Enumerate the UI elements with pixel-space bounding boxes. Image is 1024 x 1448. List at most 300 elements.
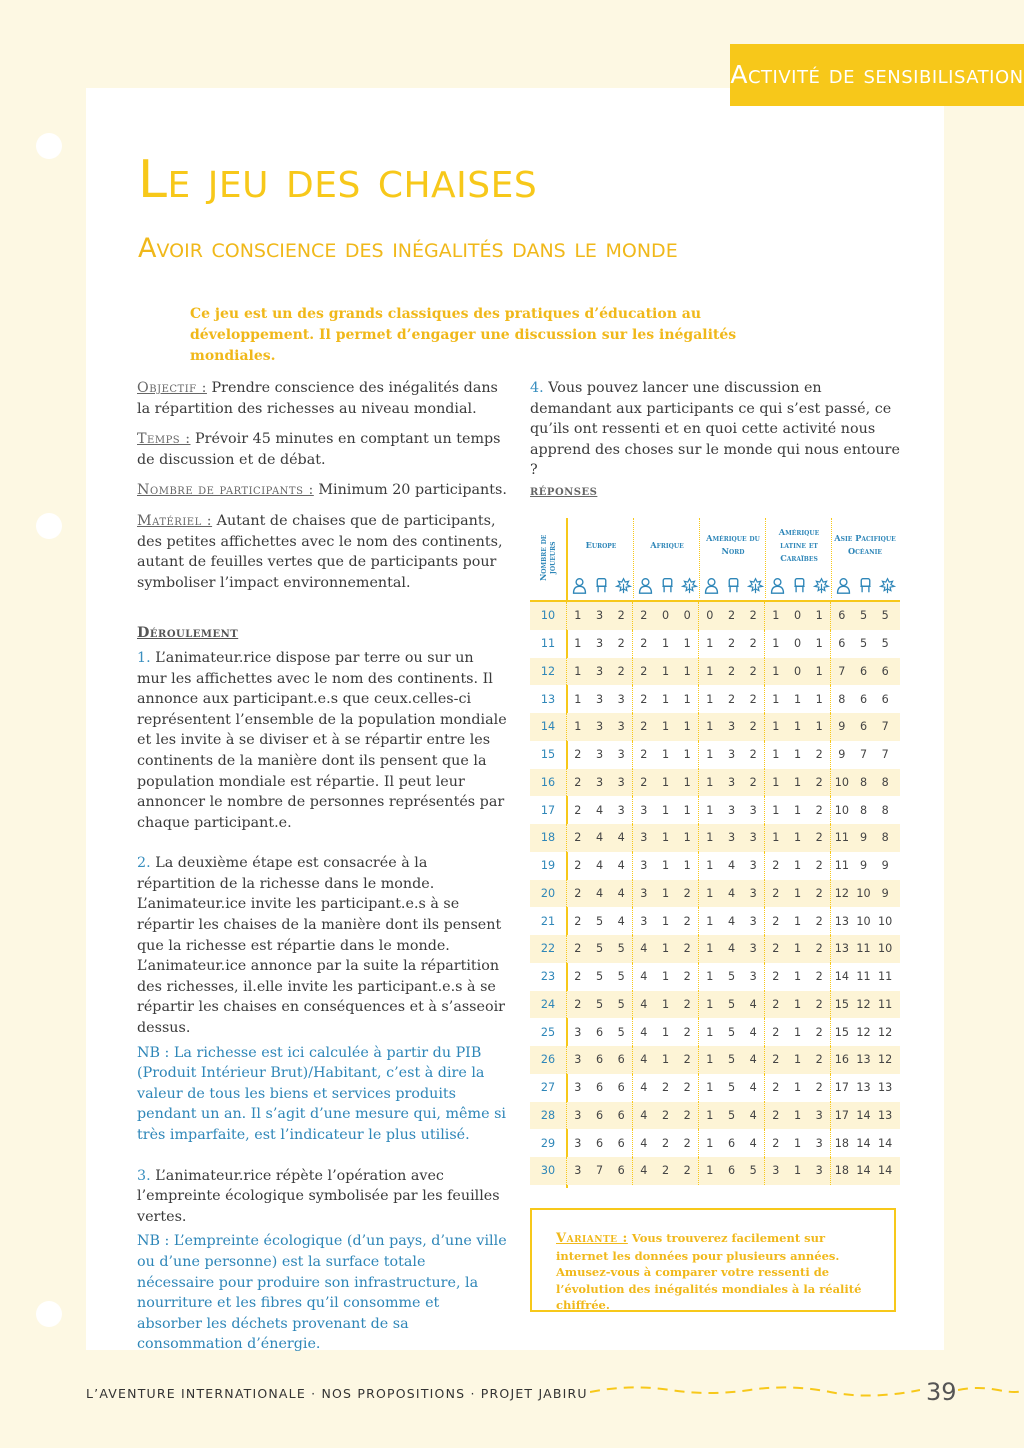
group-cells <box>698 880 764 908</box>
group-cells <box>830 741 896 769</box>
value-cell: 9 <box>881 886 889 900</box>
group-cells <box>698 991 764 1019</box>
value-cell: 3 <box>749 942 757 956</box>
value-cell: 4 <box>640 970 648 984</box>
value-cell: 3 <box>574 1164 582 1178</box>
table-row <box>530 658 900 686</box>
value-cell: 1 <box>574 609 582 623</box>
group-cells <box>830 1129 896 1157</box>
value-cell: 6 <box>595 1108 604 1122</box>
value-cell: 15 <box>834 1025 849 1039</box>
value-cell: 15 <box>834 997 849 1011</box>
value-cell: 5 <box>727 1025 736 1039</box>
value-cell: 17 <box>834 1108 849 1122</box>
value-cell: 2 <box>727 692 736 706</box>
group-cells <box>632 630 698 658</box>
value-cell: 1 <box>683 859 691 873</box>
group-cells <box>698 1102 764 1130</box>
group-header-asie: Asie Pacifique Océanie <box>834 533 896 556</box>
binder-hole <box>36 133 62 159</box>
icon-group <box>700 576 766 598</box>
value-cell: 4 <box>727 886 736 900</box>
value-cell: 1 <box>793 692 802 706</box>
value-cell: 1 <box>793 942 802 956</box>
value-cell: 11 <box>856 942 871 956</box>
group-cells <box>830 991 896 1019</box>
value-cell: 1 <box>772 831 780 845</box>
value-cell: 3 <box>617 803 625 817</box>
group-cells <box>830 630 896 658</box>
group-cells <box>830 880 896 908</box>
value-cell: 3 <box>640 886 648 900</box>
group-cells <box>632 1129 698 1157</box>
player-count-cell: 12 <box>540 664 556 678</box>
group-cells <box>764 741 830 769</box>
group-cells <box>632 880 698 908</box>
value-cell: 1 <box>683 720 691 734</box>
group-cells <box>698 1074 764 1102</box>
group-cells <box>632 1102 698 1130</box>
value-cell: 0 <box>661 609 670 623</box>
group-cells <box>632 658 698 686</box>
value-cell: 0 <box>793 664 802 678</box>
group-header-europe: Europe <box>585 539 617 550</box>
value-cell: 2 <box>574 775 582 789</box>
value-cell: 3 <box>595 664 604 678</box>
table-row <box>530 713 900 741</box>
value-cell: 1 <box>772 692 780 706</box>
value-cell: 1 <box>683 775 691 789</box>
group-cells <box>698 935 764 963</box>
value-cell: 6 <box>838 637 846 651</box>
value-cell: 1 <box>706 1136 714 1150</box>
value-cell: 1 <box>793 886 802 900</box>
group-cells <box>830 963 896 991</box>
row-header-label: Nombre de joueurs <box>538 534 557 582</box>
chair-icon <box>791 577 808 598</box>
value-cell: 1 <box>706 692 714 706</box>
group-cells <box>698 602 764 630</box>
group-cells <box>830 852 896 880</box>
value-cell: 10 <box>878 914 893 928</box>
value-cell: 2 <box>661 1136 670 1150</box>
group-cells <box>830 824 896 852</box>
step-3-text: L’animateur.rice répète l’opération avec l’empreinte écologique symbolisée par les feuilles vertes. <box>137 1167 500 1225</box>
value-cell: 3 <box>574 1136 582 1150</box>
value-cell: 5 <box>881 637 889 651</box>
participants-text: Minimum 20 participants. <box>313 482 507 499</box>
value-cell: 5 <box>727 970 736 984</box>
value-cell: 2 <box>661 1108 670 1122</box>
value-cell: 2 <box>772 1053 780 1067</box>
objectif-paragraph <box>137 378 507 419</box>
value-cell: 4 <box>749 1108 757 1122</box>
player-count-cell: 24 <box>540 997 556 1011</box>
value-cell: 2 <box>815 1025 823 1039</box>
player-count-cell: 22 <box>540 942 556 956</box>
value-cell: 6 <box>617 1136 625 1150</box>
group-cells <box>632 602 698 630</box>
value-cell: 5 <box>617 997 625 1011</box>
value-cell: 13 <box>834 942 849 956</box>
group-cells <box>698 1046 764 1074</box>
step-1-text: L’animateur.rice dispose par terre ou sur un mur les affichettes avec le nom des continents. Il annonce aux participant.e.s que ceux.celles-ci représentent l’ensemble de la population mondiale et les invite à se diviser et à se répartir entre les continents de la manière dont ils pensent que la population mondiale est répartie. Il peut leur annoncer le nombre de personnes représentés par chaque participant.e. <box>137 649 507 831</box>
value-cell: 4 <box>640 1108 648 1122</box>
player-count-cell: 30 <box>540 1164 556 1178</box>
value-cell: 2 <box>727 637 736 651</box>
value-cell: 14 <box>834 970 849 984</box>
value-cell: 0 <box>793 637 802 651</box>
leaf-icon <box>681 577 698 598</box>
value-cell: 14 <box>878 1164 893 1178</box>
player-count-cell: 28 <box>540 1108 556 1122</box>
value-cell: 2 <box>772 1025 780 1039</box>
value-cell: 1 <box>815 720 823 734</box>
table-row <box>530 1102 900 1130</box>
value-cell: 1 <box>706 970 714 984</box>
value-cell: 9 <box>838 720 846 734</box>
player-count-cell: 21 <box>540 914 556 928</box>
value-cell: 1 <box>706 720 714 734</box>
table-row <box>530 1074 900 1102</box>
value-cell: 14 <box>856 1108 871 1122</box>
value-cell: 5 <box>727 1081 736 1095</box>
value-cell: 1 <box>683 748 691 762</box>
value-cell: 1 <box>706 1053 714 1067</box>
group-cells <box>632 907 698 935</box>
value-cell: 2 <box>683 1164 691 1178</box>
value-cell: 4 <box>640 1025 648 1039</box>
value-cell: 1 <box>661 859 670 873</box>
value-cell: 3 <box>727 831 736 845</box>
group-cells <box>566 1157 632 1185</box>
value-cell: 1 <box>706 886 714 900</box>
value-cell: 1 <box>706 831 714 845</box>
value-cell: 9 <box>859 859 868 873</box>
person-icon <box>571 577 588 598</box>
value-cell: 1 <box>706 748 714 762</box>
value-cell: 3 <box>727 803 736 817</box>
value-cell: 3 <box>727 775 736 789</box>
value-cell: 8 <box>838 692 846 706</box>
value-cell: 3 <box>595 609 604 623</box>
value-cell: 1 <box>793 859 802 873</box>
value-cell: 6 <box>617 1108 625 1122</box>
value-cell: 12 <box>834 886 849 900</box>
value-cell: 1 <box>793 1081 802 1095</box>
group-cells <box>764 658 830 686</box>
value-cell: 2 <box>815 803 823 817</box>
group-cells <box>830 769 896 797</box>
group-cells <box>764 1157 830 1185</box>
group-cells <box>698 963 764 991</box>
value-cell: 3 <box>617 720 625 734</box>
group-cells <box>698 741 764 769</box>
value-cell: 2 <box>683 914 691 928</box>
note-richesse: NB : La richesse est ici calculée à partir du PIB (Produit Intérieur Brut)/Habitant, c’est à dire la valeur de tous les biens et services produits pendant un an. Il s’agit d’une mesure qui, même si très imparfaite, est l’indicateur le plus utilisé. <box>137 1044 506 1143</box>
value-cell: 6 <box>859 664 868 678</box>
icon-group <box>568 576 634 598</box>
value-cell: 8 <box>859 775 868 789</box>
step-3 <box>137 1166 507 1228</box>
value-cell: 3 <box>640 831 648 845</box>
value-cell: 1 <box>706 997 714 1011</box>
group-cells <box>698 1129 764 1157</box>
value-cell: 1 <box>661 637 670 651</box>
value-cell: 6 <box>595 1081 604 1095</box>
step-1 <box>137 648 507 833</box>
answers-table <box>530 518 900 1185</box>
temps-label: Temps : <box>137 431 191 448</box>
value-cell: 3 <box>617 775 625 789</box>
group-cells <box>764 713 830 741</box>
value-cell: 10 <box>878 942 893 956</box>
value-cell: 2 <box>640 664 648 678</box>
player-count-cell: 26 <box>540 1053 556 1067</box>
value-cell: 1 <box>772 748 780 762</box>
value-cell: 2 <box>749 664 757 678</box>
group-cells <box>764 1018 830 1046</box>
group-cells <box>764 1074 830 1102</box>
value-cell: 1 <box>683 664 691 678</box>
group-cells <box>632 991 698 1019</box>
value-cell: 1 <box>661 748 670 762</box>
value-cell: 4 <box>617 831 625 845</box>
value-cell: 6 <box>727 1136 736 1150</box>
value-cell: 3 <box>815 1164 823 1178</box>
group-cells <box>566 713 632 741</box>
value-cell: 2 <box>574 942 582 956</box>
value-cell: 1 <box>574 664 582 678</box>
value-cell: 2 <box>640 748 648 762</box>
table-header <box>530 518 900 602</box>
group-cells <box>830 602 896 630</box>
value-cell: 4 <box>617 859 625 873</box>
value-cell: 2 <box>815 970 823 984</box>
group-cells <box>698 713 764 741</box>
value-cell: 1 <box>661 1025 670 1039</box>
value-cell: 1 <box>661 831 670 845</box>
group-cells <box>566 824 632 852</box>
value-cell: 2 <box>815 831 823 845</box>
player-count-cell: 25 <box>540 1025 556 1039</box>
value-cell: 1 <box>706 637 714 651</box>
value-cell: 1 <box>815 664 823 678</box>
temps-paragraph <box>137 429 507 470</box>
value-cell: 2 <box>640 692 648 706</box>
group-cells <box>764 880 830 908</box>
value-cell: 1 <box>772 664 780 678</box>
value-cell: 2 <box>574 803 582 817</box>
player-count-cell: 18 <box>540 831 556 845</box>
value-cell: 3 <box>595 720 604 734</box>
value-cell: 2 <box>815 775 823 789</box>
value-cell: 4 <box>640 1053 648 1067</box>
value-cell: 1 <box>683 803 691 817</box>
person-icon <box>769 577 786 598</box>
player-count-cell: 23 <box>540 970 556 984</box>
player-count-cell: 27 <box>540 1081 556 1095</box>
person-icon <box>637 577 654 598</box>
value-cell: 2 <box>815 886 823 900</box>
leaf-icon <box>747 577 764 598</box>
value-cell: 14 <box>856 1164 871 1178</box>
leaf-icon <box>615 577 632 598</box>
value-cell: 12 <box>856 997 871 1011</box>
group-header-amerique-nord: Amérique du Nord <box>706 533 760 556</box>
value-cell: 3 <box>727 720 736 734</box>
value-cell: 4 <box>595 886 604 900</box>
temps-text: Prévoir 45 minutes en comptant un temps de discussion et de débat. <box>137 431 501 468</box>
value-cell: 7 <box>859 748 868 762</box>
value-cell: 10 <box>834 803 849 817</box>
value-cell: 10 <box>856 914 871 928</box>
group-cells <box>566 1129 632 1157</box>
value-cell: 1 <box>815 609 823 623</box>
value-cell: 2 <box>815 1081 823 1095</box>
value-cell: 1 <box>815 692 823 706</box>
value-cell: 3 <box>595 692 604 706</box>
value-cell: 1 <box>793 831 802 845</box>
group-cells <box>566 880 632 908</box>
player-count-cell: 16 <box>540 775 556 789</box>
step-4 <box>530 378 900 481</box>
value-cell: 9 <box>859 831 868 845</box>
value-cell: 5 <box>881 609 889 623</box>
value-cell: 1 <box>793 1136 802 1150</box>
value-cell: 2 <box>815 1053 823 1067</box>
value-cell: 2 <box>574 914 582 928</box>
value-cell: 2 <box>772 1108 780 1122</box>
group-header-amerique-latine: Amérique latine et Caraïbes <box>778 526 820 563</box>
value-cell: 11 <box>834 859 849 873</box>
value-cell: 3 <box>749 831 757 845</box>
value-cell: 1 <box>706 775 714 789</box>
value-cell: 14 <box>856 1136 871 1150</box>
value-cell: 12 <box>878 1025 893 1039</box>
value-cell: 2 <box>617 637 625 651</box>
group-cells <box>698 1018 764 1046</box>
value-cell: 2 <box>683 1108 691 1122</box>
group-cells <box>830 713 896 741</box>
value-cell: 1 <box>706 1164 714 1178</box>
table-row <box>530 907 900 935</box>
group-cells <box>764 1102 830 1130</box>
value-cell: 1 <box>793 803 802 817</box>
value-cell: 3 <box>595 748 604 762</box>
group-cells <box>566 769 632 797</box>
value-cell: 10 <box>856 886 871 900</box>
group-cells <box>764 852 830 880</box>
materiel-text: Autant de chaises que de participants, des petites affichettes avec le nom des continents, autant de feuilles vertes que de participants pour symboliser l’impact environnemental. <box>137 512 503 591</box>
value-cell: 5 <box>595 942 604 956</box>
group-cells <box>764 935 830 963</box>
category-banner: Activité de sensibilisation <box>730 44 1024 106</box>
value-cell: 7 <box>881 720 889 734</box>
group-cells <box>764 991 830 1019</box>
value-cell: 6 <box>881 664 889 678</box>
group-cells <box>632 963 698 991</box>
value-cell: 1 <box>683 637 691 651</box>
value-cell: 2 <box>772 1136 780 1150</box>
value-cell: 2 <box>661 1164 670 1178</box>
group-cells <box>698 1157 764 1185</box>
value-cell: 4 <box>617 886 625 900</box>
value-cell: 4 <box>640 1081 648 1095</box>
value-cell: 2 <box>749 748 757 762</box>
value-cell: 6 <box>595 1025 604 1039</box>
value-cell: 1 <box>772 775 780 789</box>
value-cell: 2 <box>772 970 780 984</box>
value-cell: 11 <box>878 970 893 984</box>
value-cell: 5 <box>859 609 868 623</box>
value-cell: 8 <box>881 831 889 845</box>
value-cell: 3 <box>640 803 648 817</box>
value-cell: 5 <box>617 1025 625 1039</box>
value-cell: 1 <box>661 664 670 678</box>
group-cells <box>764 907 830 935</box>
value-cell: 1 <box>793 775 802 789</box>
value-cell: 2 <box>727 609 736 623</box>
person-icon <box>703 577 720 598</box>
page-title: Le jeu des chaises <box>138 150 538 210</box>
value-cell: 13 <box>856 1053 871 1067</box>
group-cells <box>632 685 698 713</box>
step-4-number: 4. <box>530 380 544 396</box>
group-cells <box>698 685 764 713</box>
value-cell: 2 <box>772 914 780 928</box>
note-empreinte: NB : L’empreinte écologique (d’un pays, d’une ville ou d’une personne) est la surface totale nécessaire pour produire son infrastructure, la nourriture et les fibres qu’il consomme et absorber les déchets provenant de sa consommation d’énergie. <box>137 1233 507 1353</box>
value-cell: 3 <box>815 1136 823 1150</box>
value-cell: 11 <box>834 831 849 845</box>
value-cell: 1 <box>661 997 670 1011</box>
group-cells <box>566 1018 632 1046</box>
group-cells <box>632 796 698 824</box>
footer-dashed-line-right <box>958 1380 1024 1400</box>
value-cell: 18 <box>834 1136 849 1150</box>
group-cells <box>632 852 698 880</box>
value-cell: 6 <box>881 692 889 706</box>
table-row <box>530 630 900 658</box>
chair-icon <box>593 577 610 598</box>
group-cells <box>566 602 632 630</box>
icon-group <box>634 576 700 598</box>
value-cell: 1 <box>815 637 823 651</box>
value-cell: 11 <box>878 997 893 1011</box>
group-cells <box>764 824 830 852</box>
group-cells <box>764 769 830 797</box>
value-cell: 4 <box>749 1053 757 1067</box>
group-cells <box>566 935 632 963</box>
value-cell: 2 <box>749 720 757 734</box>
value-cell: 4 <box>640 1136 648 1150</box>
value-cell: 2 <box>772 997 780 1011</box>
value-cell: 4 <box>749 1081 757 1095</box>
group-cells <box>764 685 830 713</box>
value-cell: 7 <box>838 664 846 678</box>
player-count-cell: 17 <box>540 803 556 817</box>
right-column <box>530 378 900 481</box>
value-cell: 6 <box>617 1164 625 1178</box>
value-cell: 6 <box>838 609 846 623</box>
left-column <box>137 378 507 1365</box>
value-cell: 3 <box>617 692 625 706</box>
player-count-cell: 19 <box>540 859 556 873</box>
value-cell: 3 <box>574 1108 582 1122</box>
group-cells <box>566 1074 632 1102</box>
value-cell: 3 <box>815 1108 823 1122</box>
value-cell: 1 <box>574 637 582 651</box>
